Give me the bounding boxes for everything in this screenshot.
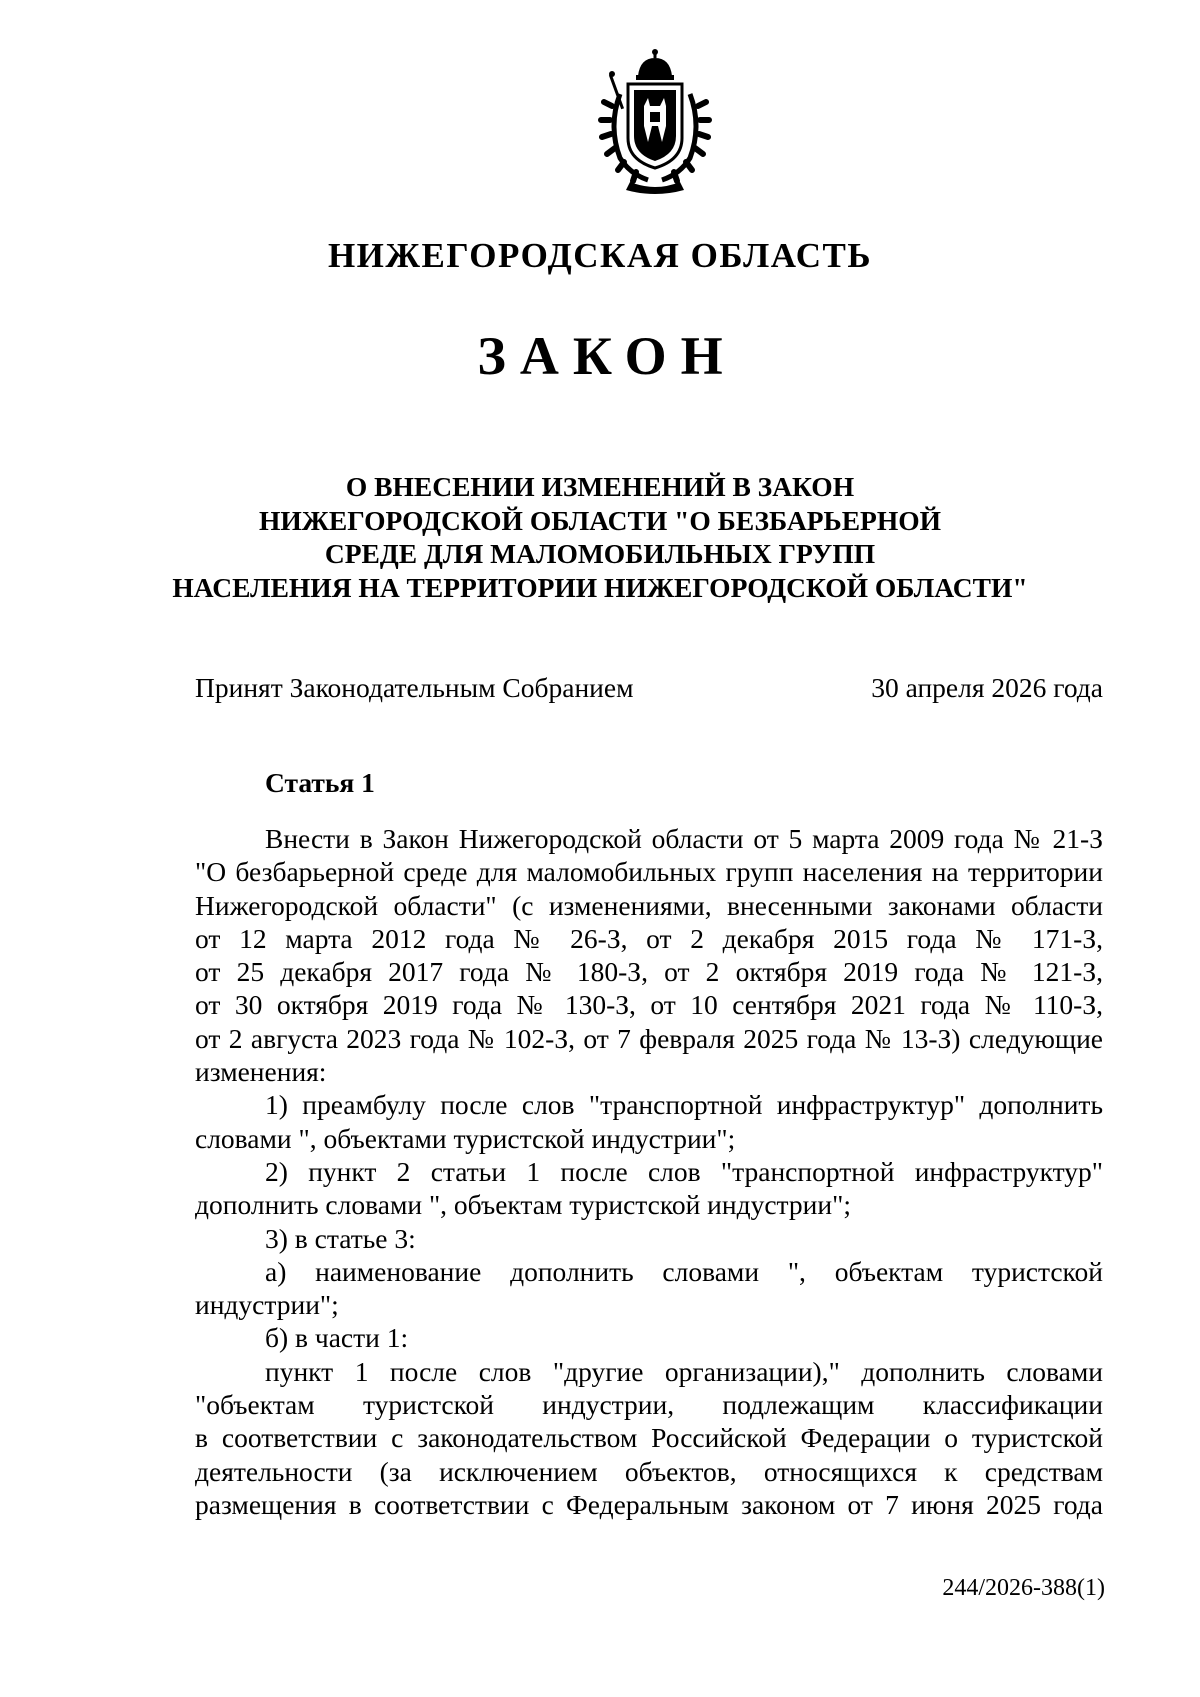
body-line: словами ", объектами туристской индустрии"; bbox=[195, 1122, 736, 1154]
law-title bbox=[150, 470, 1050, 604]
body-line: размещения в соответствии с Федеральным законом от 7 июня 2025 года bbox=[195, 1488, 1103, 1520]
coat-of-arms-icon bbox=[590, 46, 720, 196]
body-line: Внести в Закон Нижегородской области от 5 марта 2009 года № 21-З bbox=[265, 823, 1103, 854]
body-line: изменения: bbox=[195, 1056, 327, 1088]
body-line: дополнить словами ", объектам туристской индустрии"; bbox=[195, 1189, 851, 1221]
body-line: 3) в статье 3: bbox=[265, 1222, 416, 1254]
body-line: от 2 августа 2023 года № 102-З, от 7 февраля 2025 года № 13-З) следующие bbox=[195, 1022, 1103, 1054]
body-line: Нижегородской области" (с изменениями, внесенными законами области bbox=[195, 889, 1103, 921]
region-name: НИЖЕГОРОДСКАЯ ОБЛАСТЬ bbox=[327, 236, 873, 275]
adoption-date: 30 апреля 2026 года bbox=[871, 672, 1103, 703]
body-line: "О безбарьерной среде для маломобильных групп населения на территории bbox=[195, 856, 1103, 888]
body-line: "объектам туристской индустрии, подлежащим классификации bbox=[195, 1389, 1103, 1421]
body-line: 1) преамбулу после слов "транспортной инфраструктур" дополнить bbox=[265, 1089, 1103, 1121]
body-line: в соответствии с законодательством Российской Федерации о туристской bbox=[195, 1422, 1103, 1454]
body-line: 2) пункт 2 статьи 1 после слов "транспортной инфраструктур" bbox=[265, 1155, 1103, 1187]
body-line: от 12 марта 2012 года № 26-З, от 2 декабря 2015 года № 171-З, bbox=[195, 922, 1103, 954]
body-line: пункт 1 после слов "другие организации)," дополнить словами bbox=[265, 1355, 1103, 1387]
law-title-line: О ВНЕСЕНИИ ИЗМЕНЕНИЙ В ЗАКОН bbox=[345, 471, 855, 502]
law-title-line: НИЖЕГОРОДСКОЙ ОБЛАСТИ "О БЕЗБАРЬЕРНОЙ bbox=[258, 504, 942, 536]
law-title-line: СРЕДЕ ДЛЯ МАЛОМОБИЛЬНЫХ ГРУПП bbox=[324, 538, 876, 569]
document-type: ЗАКОН bbox=[477, 326, 737, 386]
law-title-line: НАСЕЛЕНИЯ НА ТЕРРИТОРИИ НИЖЕГОРОДСКОЙ ОБЛАСТИ" bbox=[172, 571, 1028, 603]
adoption-label: Принят Законодательным Собранием bbox=[195, 672, 634, 703]
document-reference-number: 244/2026-388(1) bbox=[942, 1575, 1105, 1601]
body-line: б) в части 1: bbox=[265, 1322, 409, 1354]
article-heading: Статья 1 bbox=[265, 767, 375, 798]
article-body bbox=[195, 822, 1103, 1521]
body-line: а) наименование дополнить словами ", объектам туристской bbox=[265, 1255, 1103, 1287]
body-line: индустрии"; bbox=[195, 1289, 339, 1321]
body-line: деятельности (за исключением объектов, относящихся к средствам bbox=[195, 1455, 1103, 1487]
body-line: от 30 октября 2019 года № 130-З, от 10 сентября 2021 года № 110-З, bbox=[195, 989, 1103, 1021]
adoption-line bbox=[195, 672, 1103, 704]
body-line: от 25 декабря 2017 года № 180-З, от 2 октября 2019 года № 121-З, bbox=[195, 956, 1103, 988]
